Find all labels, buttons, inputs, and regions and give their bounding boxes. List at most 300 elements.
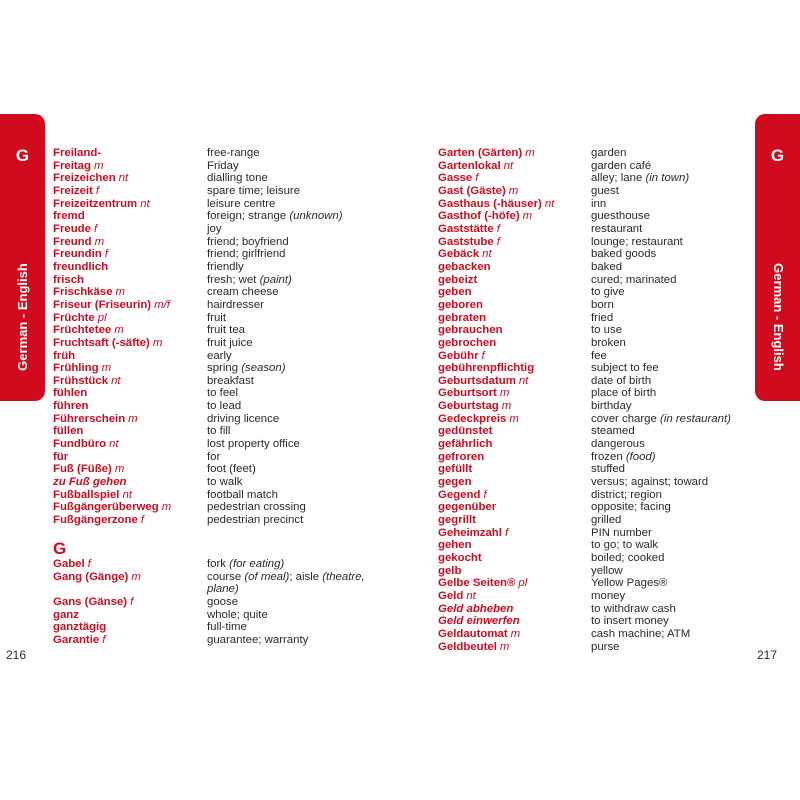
- entry-row: [438, 489, 758, 502]
- entry-row: [438, 274, 758, 287]
- headword-text: gebraten: [438, 311, 487, 324]
- translation-text: inn: [591, 197, 607, 210]
- headword-text: Fuß (Füße): [53, 463, 112, 476]
- headword-text: gehen: [438, 539, 472, 552]
- translation-text: spare time; leisure: [207, 184, 301, 197]
- headword-text: freundlich: [53, 260, 109, 273]
- grammatical-gender: f: [104, 248, 108, 261]
- usage-note: (in town): [645, 172, 690, 185]
- entry-row: [53, 438, 383, 451]
- headword-text: gefroren: [438, 450, 485, 463]
- grammatical-gender: f: [95, 184, 100, 197]
- entry-row: [53, 425, 383, 438]
- grammatical-gender: m: [115, 286, 126, 299]
- section-heading: G: [53, 539, 67, 558]
- headword-text: zu Fuß gehen: [53, 476, 127, 489]
- translation: [591, 400, 632, 413]
- translation: [207, 596, 238, 609]
- headword-text: Frischkäse: [53, 286, 113, 299]
- headword: [53, 634, 105, 647]
- headword: [438, 375, 528, 388]
- headword: [53, 571, 141, 584]
- translation: [591, 261, 622, 274]
- translation: [207, 172, 268, 185]
- headword: [438, 438, 492, 451]
- translation-text: driving licence: [207, 412, 280, 425]
- translation-text: guesthouse: [591, 210, 650, 223]
- entry-row: [438, 501, 758, 514]
- translation-text: dangerous: [591, 438, 645, 451]
- entry-row: [438, 463, 758, 476]
- headword: [53, 501, 171, 514]
- entry-row: [53, 621, 383, 634]
- translation: [207, 476, 242, 489]
- translation: [207, 337, 253, 350]
- headword: [438, 185, 518, 198]
- headword-text: früh: [53, 349, 76, 362]
- entry-row: [53, 248, 383, 261]
- translation-text: lost property office: [207, 438, 300, 451]
- headword-text: gefüllt: [438, 463, 473, 476]
- headword: [53, 621, 106, 634]
- entry-row: [438, 324, 758, 337]
- entry-row: [438, 223, 758, 236]
- translation: [207, 375, 254, 388]
- translation: [207, 236, 289, 249]
- entry-row: [438, 337, 758, 350]
- grammatical-gender: m: [94, 235, 105, 248]
- translation: [591, 539, 658, 552]
- translation-text: foreign; strange: [207, 210, 287, 223]
- entry-row: [53, 451, 383, 464]
- translation-text: to walk: [207, 476, 243, 489]
- translation-text: opposite; facing: [591, 501, 671, 514]
- entry-row: [438, 565, 758, 578]
- headword-text: Geburtsort: [438, 387, 497, 400]
- translation-text: yellow: [591, 564, 623, 577]
- translation-text: to fill: [207, 425, 231, 438]
- entry-row: [438, 299, 758, 312]
- headword: [438, 413, 519, 426]
- grammatical-gender: m: [161, 501, 172, 514]
- headword: [438, 160, 513, 173]
- headword-text: Freiland-: [53, 147, 102, 159]
- translation: [591, 236, 683, 249]
- headword: [438, 577, 527, 590]
- translation: [591, 438, 645, 451]
- headword: [53, 312, 107, 325]
- headword-text: Geburtstag: [438, 400, 499, 413]
- translation: [591, 527, 652, 540]
- headword: [53, 160, 103, 173]
- entry-row: [53, 299, 383, 312]
- grammatical-gender: m/f: [154, 298, 170, 311]
- grammatical-gender: m: [93, 159, 104, 172]
- translation-text: fruit: [207, 311, 226, 324]
- headword-text: Führerschein: [53, 412, 126, 425]
- translation-text: to use: [591, 324, 623, 337]
- entry-row: [53, 596, 383, 609]
- entry-row: [438, 451, 758, 464]
- translation: [591, 552, 664, 565]
- translation-text: birthday: [591, 400, 632, 413]
- headword: [53, 413, 138, 426]
- thumb-index-tab-right: [755, 114, 800, 401]
- entry-row: [53, 350, 383, 363]
- entry-row: [53, 324, 383, 337]
- entry-row: [53, 362, 383, 375]
- headword-text: Geburtsdatum: [438, 374, 516, 387]
- entry-row: [438, 147, 758, 160]
- translation: [591, 387, 656, 400]
- headword-text: gebeizt: [438, 273, 478, 286]
- grammatical-gender: m: [501, 400, 512, 413]
- headword-text: gekocht: [438, 552, 482, 564]
- headword: [53, 596, 133, 609]
- entry-row: [53, 160, 383, 173]
- headword-text: fühlen: [53, 387, 88, 400]
- entry-row: [438, 375, 758, 388]
- grammatical-gender: m: [114, 463, 125, 476]
- headword-text: gebrauchen: [438, 324, 503, 337]
- grammatical-gender: f: [481, 349, 485, 362]
- headword: [438, 615, 520, 628]
- entry-row: [438, 286, 758, 299]
- translation-text: spring: [207, 362, 239, 375]
- translation-text: full-time: [207, 621, 247, 634]
- entry-row: [53, 387, 383, 400]
- entry-row: [438, 160, 758, 173]
- translation-text: to feel: [207, 387, 239, 400]
- entry-row: [53, 236, 383, 249]
- grammatical-gender: nt: [466, 589, 476, 602]
- translation: [591, 501, 671, 514]
- entry-row: [53, 223, 383, 236]
- translation-text: early: [207, 349, 232, 362]
- translation: [591, 375, 651, 388]
- headword-text: Geld einwerfen: [438, 615, 520, 628]
- translation-text: friend; girlfriend: [207, 248, 286, 261]
- page-number-right: 217: [757, 648, 778, 662]
- headword: [438, 312, 486, 325]
- translation: [591, 577, 667, 590]
- grammatical-gender: m: [152, 336, 163, 349]
- translation-text: cover charge: [591, 412, 657, 425]
- entry-row: [438, 400, 758, 413]
- headword-text: Gedeckpreis: [438, 412, 507, 425]
- translation-text: boiled; cooked: [591, 552, 665, 564]
- headword: [53, 299, 170, 312]
- headword-text: Gartenlokal: [438, 159, 501, 172]
- entry-row: [438, 172, 758, 185]
- entry-row: [53, 172, 383, 185]
- headword-text: Gans (Gänse): [53, 595, 128, 608]
- translation: [207, 210, 343, 223]
- translation-text: pedestrian precinct: [207, 514, 304, 527]
- headword: [438, 147, 535, 160]
- translation: [591, 274, 676, 287]
- grammatical-gender: nt: [118, 172, 129, 185]
- entry-row: [438, 603, 758, 616]
- entry-row: [438, 198, 758, 211]
- entry-row: [438, 261, 758, 274]
- entry-row: [53, 185, 383, 198]
- entry-row: [438, 577, 758, 590]
- entry-row: [438, 236, 758, 249]
- headword-text: Gelbe Seiten®: [438, 577, 516, 590]
- translation-text: friend; boyfriend: [207, 235, 289, 248]
- entry-row: [438, 628, 758, 641]
- translation-text: born: [591, 298, 614, 311]
- translation-text: frozen: [591, 450, 623, 463]
- translation: [591, 223, 642, 236]
- translation-text: restaurant: [591, 222, 643, 235]
- entry-row: [438, 312, 758, 325]
- grammatical-gender: f: [504, 526, 509, 539]
- translation-text: baked goods: [591, 248, 657, 261]
- translation-text: fried: [591, 311, 614, 324]
- headword: [53, 463, 124, 476]
- entry-row: [53, 286, 383, 299]
- translation-text: free-range: [207, 147, 260, 159]
- translation: [591, 489, 662, 502]
- headword-text: geben: [438, 286, 472, 299]
- translation: [591, 160, 651, 173]
- translation: [591, 210, 650, 223]
- headword-text: Gaststätte: [438, 222, 494, 235]
- headword: [53, 362, 111, 375]
- translation-text: foot (feet): [207, 463, 256, 476]
- translation: [591, 324, 622, 337]
- entry-row: [438, 185, 758, 198]
- entry-row: [53, 489, 383, 502]
- headword: [438, 223, 500, 236]
- translation-text: cured; marinated: [591, 273, 677, 286]
- headword: [438, 590, 476, 603]
- headword: [438, 387, 509, 400]
- translation: [207, 501, 306, 514]
- translation-text: guest: [591, 184, 619, 197]
- headword: [438, 248, 492, 261]
- headword-text: Fruchtsaft (-säfte): [53, 336, 150, 349]
- headword: [438, 337, 496, 350]
- translation-text: fruit tea: [207, 324, 245, 337]
- translation: [591, 312, 613, 325]
- translation: [591, 641, 620, 654]
- grammatical-gender: f: [140, 514, 144, 527]
- grammatical-gender: m: [128, 412, 138, 425]
- translation-text: Friday: [207, 159, 239, 172]
- translation-text: for: [207, 450, 221, 463]
- headword: [438, 425, 492, 438]
- translation: [591, 565, 623, 578]
- grammatical-gender: nt: [111, 374, 121, 387]
- grammatical-gender: pl: [518, 577, 528, 590]
- translation: [207, 324, 245, 337]
- headword: [438, 400, 511, 413]
- tab-letter: G: [770, 146, 785, 165]
- entry-row: [53, 634, 383, 647]
- headword-text: Gang (Gänge): [53, 570, 129, 583]
- translation-text: versus; against; toward: [591, 476, 709, 489]
- tab-letter: G: [15, 146, 30, 165]
- usage-note: (for eating): [229, 558, 285, 570]
- headword: [53, 425, 83, 438]
- translation-text: goose: [207, 595, 239, 608]
- translation: [591, 337, 626, 350]
- translation: [591, 172, 689, 185]
- headword: [438, 463, 472, 476]
- headword-text: Geheimzahl: [438, 526, 502, 539]
- translation-text: to withdraw cash: [591, 602, 676, 615]
- headword-text: Freizeit: [53, 184, 93, 197]
- headword-text: Gasthaus (-häuser): [438, 197, 542, 210]
- translation: [591, 286, 625, 299]
- glossary-column-left-top: [53, 147, 383, 527]
- headword-text: Fußballspiel: [53, 488, 120, 501]
- thumb-index-tab-left: [0, 114, 45, 401]
- headword: [53, 489, 132, 502]
- entry-row: [438, 615, 758, 628]
- translation-text: fee: [591, 349, 607, 362]
- headword: [438, 299, 483, 312]
- entry-row: [53, 375, 383, 388]
- headword-text: fremd: [53, 210, 85, 223]
- headword-text: Freizeichen: [53, 172, 116, 185]
- grammatical-gender: nt: [544, 197, 555, 210]
- translation: [207, 248, 286, 261]
- headword-text: geboren: [438, 298, 483, 311]
- headword: [53, 274, 84, 287]
- usage-note: (season): [241, 362, 286, 375]
- translation: [207, 387, 238, 400]
- translation: [207, 286, 279, 299]
- translation: [207, 571, 367, 596]
- headword-text: Friseur (Friseurin): [53, 298, 152, 311]
- entry-row: [438, 350, 758, 363]
- headword-text: gebührenpflichtig: [438, 362, 535, 375]
- headword-text: Gasse: [438, 172, 473, 185]
- translation-text: pedestrian crossing: [207, 501, 306, 514]
- headword: [53, 451, 68, 464]
- translation: [207, 514, 303, 527]
- headword: [53, 236, 104, 249]
- headword: [53, 476, 126, 489]
- translation: [591, 451, 656, 464]
- glossary-column-left-bottom: [53, 558, 383, 647]
- grammatical-gender: m: [525, 147, 535, 159]
- translation-text: cream cheese: [207, 286, 279, 299]
- page-number-left: 216: [6, 648, 27, 662]
- entry-row: [438, 425, 758, 438]
- headword: [53, 261, 108, 274]
- translation-text: dialling tone: [207, 172, 268, 185]
- translation: [207, 185, 300, 198]
- headword-text: Freizeitzentrum: [53, 197, 138, 210]
- translation-text: to insert money: [591, 615, 669, 628]
- translation: [591, 463, 625, 476]
- headword-text: Freitag: [53, 159, 91, 172]
- tab-label: German - English: [14, 263, 30, 371]
- entry-row: [438, 552, 758, 565]
- grammatical-gender: nt: [109, 438, 119, 451]
- headword: [438, 451, 484, 464]
- headword-text: Gebühr: [438, 349, 479, 362]
- usage-note: (theatre, plane): [207, 570, 365, 596]
- headword-text: Freundin: [53, 248, 102, 261]
- headword-text: Früchte: [53, 311, 95, 324]
- translation: [591, 603, 676, 616]
- headword: [53, 248, 108, 261]
- translation: [207, 261, 244, 274]
- grammatical-gender: m: [508, 184, 519, 197]
- entry-row: [53, 501, 383, 514]
- headword-text: gedünstet: [438, 425, 493, 438]
- headword-text: gebacken: [438, 260, 491, 273]
- headword: [438, 172, 478, 185]
- headword: [53, 172, 128, 185]
- translation-text: garden café: [591, 159, 652, 172]
- headword: [438, 261, 491, 274]
- headword: [438, 565, 461, 578]
- headword: [53, 210, 85, 223]
- entry-row: [438, 539, 758, 552]
- translation-text: ; aisle: [289, 570, 320, 583]
- headword-text: Gasthof (-höfe): [438, 210, 520, 223]
- headword-text: Fußgängerüberweg: [53, 501, 159, 514]
- translation-text: district; region: [591, 488, 662, 501]
- translation-text: breakfast: [207, 374, 254, 387]
- translation: [207, 312, 226, 325]
- headword: [438, 501, 496, 514]
- grammatical-gender: m: [510, 627, 521, 640]
- headword-text: Gebäck: [438, 248, 480, 261]
- translation-text: date of birth: [591, 374, 652, 387]
- grammatical-gender: m: [131, 570, 141, 583]
- grammatical-gender: nt: [518, 374, 529, 387]
- headword-text: gelb: [438, 564, 462, 577]
- translation: [591, 514, 621, 527]
- grammatical-gender: nt: [140, 197, 150, 210]
- headword: [438, 603, 513, 616]
- translation: [207, 299, 264, 312]
- translation: [207, 223, 222, 236]
- headword: [53, 350, 75, 363]
- entry-row: [438, 387, 758, 400]
- translation-text: broken: [591, 336, 626, 349]
- translation: [591, 413, 731, 426]
- headword: [438, 198, 554, 211]
- translation-text: to give: [591, 286, 625, 299]
- translation: [591, 350, 607, 363]
- headword: [438, 489, 487, 502]
- headword-text: Freund: [53, 235, 92, 248]
- headword-text: Gaststube: [438, 235, 494, 248]
- headword: [438, 514, 476, 527]
- headword: [438, 274, 477, 287]
- grammatical-gender: m: [101, 362, 112, 375]
- entry-row: [53, 337, 383, 350]
- translation-text: stuffed: [591, 463, 625, 476]
- translation: [207, 362, 286, 375]
- translation-text: alley; lane: [591, 172, 643, 185]
- entry-row: [438, 641, 758, 654]
- headword-text: für: [53, 450, 69, 463]
- translation: [591, 248, 656, 261]
- translation-text: steamed: [591, 425, 635, 438]
- translation: [207, 489, 278, 502]
- headword: [53, 324, 124, 337]
